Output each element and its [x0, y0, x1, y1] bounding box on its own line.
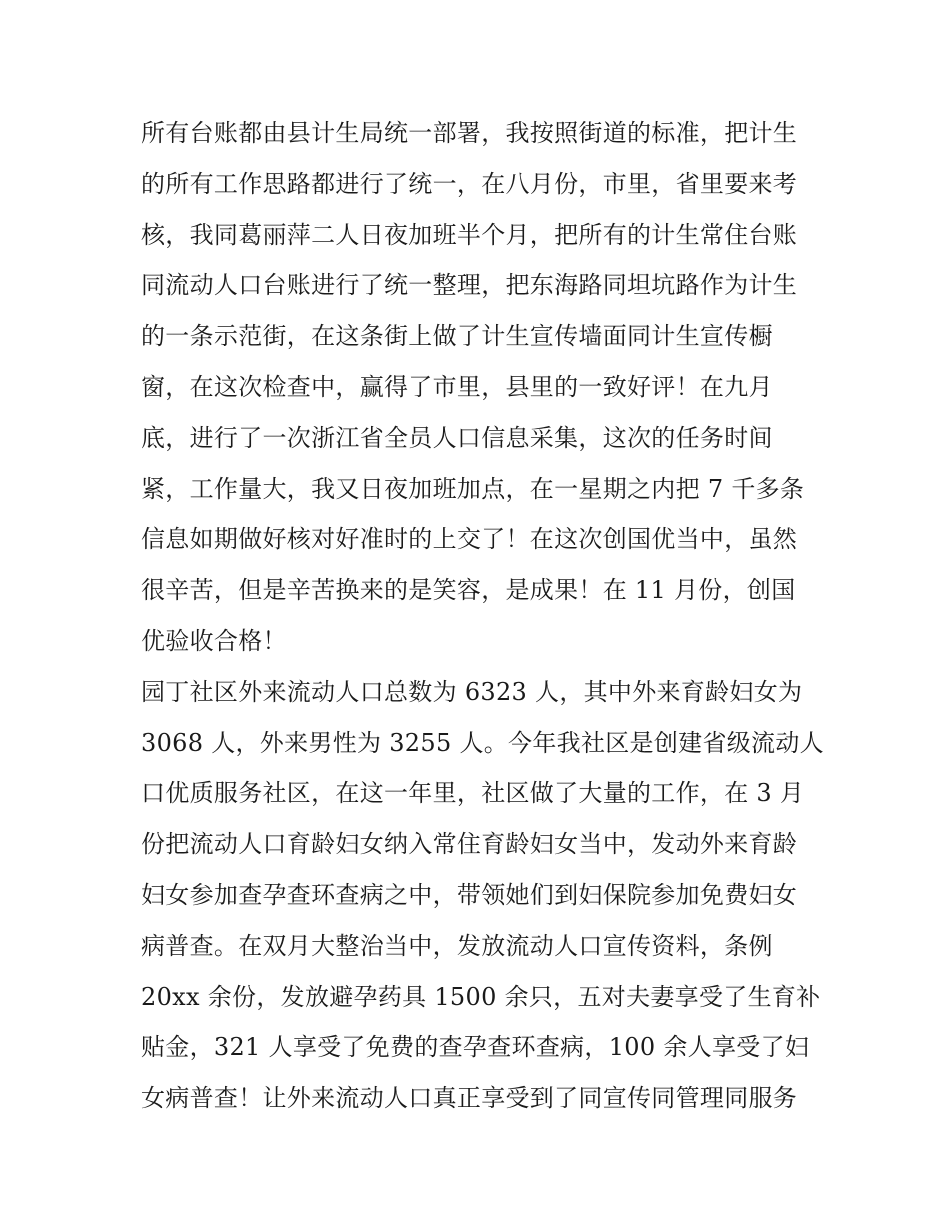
text-line: 园丁社区外来流动人口总数为 6323 人，其中外来育龄妇女为 [141, 677, 803, 706]
body-text [141, 108, 824, 1124]
text-line: 的一条示范街，在这条街上做了计生宣传墙面同计生宣传橱 [141, 322, 773, 351]
text-line: 20xx 余份，发放避孕药具 1500 余只，五对夫妻享受了生育补 [141, 982, 821, 1011]
text-line: 同流动人口台账进行了统一整理，把东海路同坦坑路作为计生 [141, 271, 798, 300]
text-line: 口优质服务社区，在这一年里，社区做了大量的工作，在 3 月 [141, 779, 805, 808]
text-line: 很辛苦，但是辛苦换来的是笑容，是成果！在 11 月份，创国 [141, 576, 796, 605]
text-line: 窗，在这次检查中，赢得了市里，县里的一致好评！在九月 [141, 372, 773, 401]
text-line: 的所有工作思路都进行了统一，在八月份，市里，省里要来考 [141, 169, 798, 198]
text-line: 所有台账都由县计生局统一部署，我按照街道的标准，把计生 [141, 119, 798, 147]
text-line: 底，进行了一次浙江省全员人口信息采集，这次的任务时间 [141, 423, 773, 452]
text-line: 女病普查！让外来流动人口真正享受到了同宣传同管理同服务 [141, 1084, 798, 1113]
text-line: 妇女参加查孕查环查病之中，带领她们到妇保院参加免费妇女 [141, 880, 798, 909]
text-line: 信息如期做好核对好准时的上交了！在这次创国优当中，虽然 [141, 525, 798, 554]
text-line: 紧，工作量大，我又日夜加班加点，在一星期之内把 7 千多条 [141, 474, 805, 503]
text-line: 3068 人，外来男性为 3255 人。今年我社区是创建省级流动人 [141, 728, 824, 757]
text-line: 病普查。在双月大整治当中，发放流动人口宣传资料，条例 [141, 931, 773, 960]
text-line: 优验收合格！ [141, 626, 287, 655]
text-line: 贴金，321 人享受了免费的查孕查环查病，100 余人享受了妇 [141, 1033, 810, 1062]
text-line: 核，我同葛丽萍二人日夜加班半个月，把所有的计生常住台账 [141, 220, 798, 249]
text-line: 份把流动人口育龄妇女纳入常住育龄妇女当中，发动外来育龄 [141, 830, 798, 859]
